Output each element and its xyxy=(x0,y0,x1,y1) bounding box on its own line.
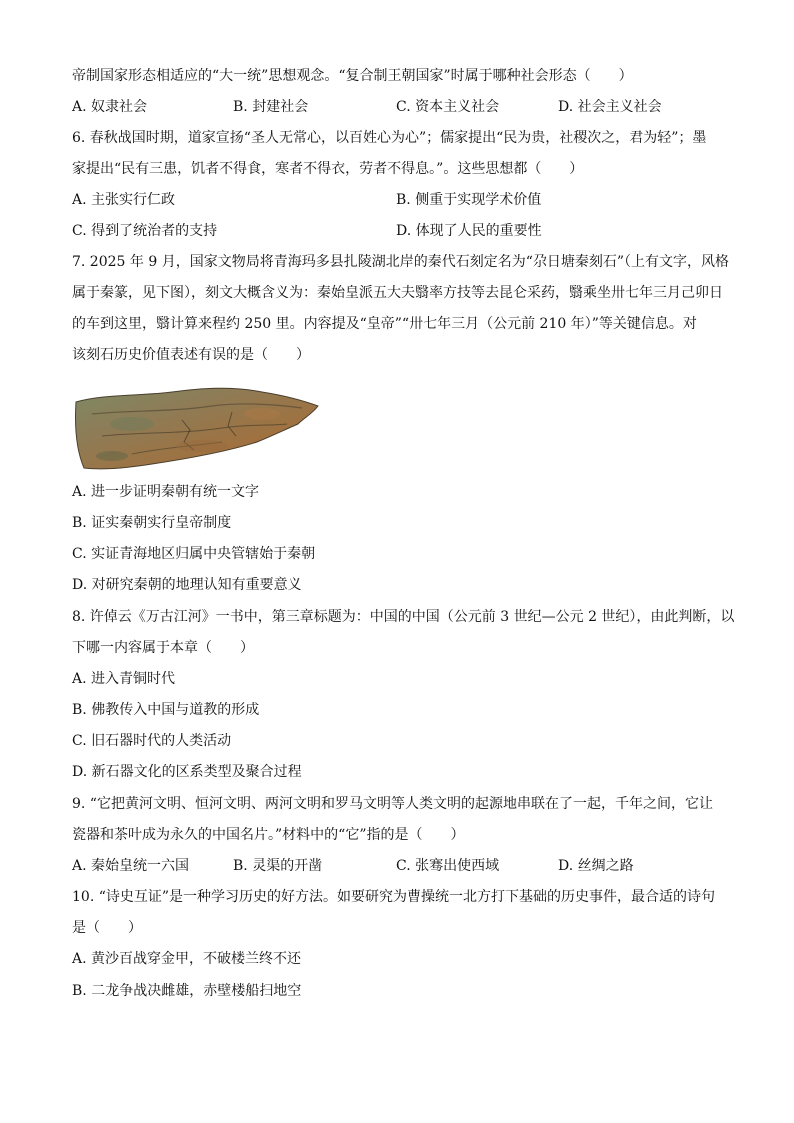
q8-option-c-row xyxy=(72,731,732,751)
q7-option-d: D. 对研究秦朝的地理认知有重要意义 xyxy=(72,577,302,593)
q7-option-c: C. 实证青海地区归属中央管辖始于秦朝 xyxy=(72,546,316,562)
q7-option-d-row xyxy=(72,575,732,595)
q8-stem-line-2: 下哪一内容属于本章（ ） xyxy=(72,640,254,656)
q10-option-b: B. 二龙争战决雌雄，赤壁楼船扫地空 xyxy=(72,983,302,999)
q7-option-a: A. 进一步证明秦朝有统一文字 xyxy=(72,484,260,500)
q6-options-row-1 xyxy=(72,190,732,210)
q9-option-b: B. 灵渠的开凿 xyxy=(233,858,323,874)
q10-option-b-row xyxy=(72,981,732,1001)
q5-options xyxy=(72,97,732,117)
q6-option-b: B. 侧重于实现学术价值 xyxy=(396,192,542,208)
q7-stem-line-1: 7. 2025 年 9 月，国家文物局将青海玛多县扎陵湖北岸的秦代石刻定名为“尕日塘秦刻石”（上有文字，风格 xyxy=(72,254,730,270)
q8-option-b-row xyxy=(72,700,732,720)
q6-stem-line-2: 家提出“民有三患，饥者不得食，寒者不得衣，劳者不得息。”。这些思想都（ ） xyxy=(72,161,584,177)
q5-option-d: D. 社会主义社会 xyxy=(558,99,662,115)
q10-option-a-row xyxy=(72,949,732,969)
q6-option-d: D. 体现了人民的重要性 xyxy=(396,223,542,239)
q9-option-c: C. 张骞出使西域 xyxy=(396,858,500,874)
q6-stem-line-1: 6. 春秋战国时期，道家宣扬“圣人无常心，以百姓心为心”；儒家提出“民为贵，社稷次之，君为轻”；墨 xyxy=(72,130,707,146)
q5-stem-tail: 帝制国家形态相适应的“大一统”思想观念。“复合制王朝国家”时属于哪种社会形态（ ） xyxy=(72,68,633,84)
q6-option-a: A. 主张实行仁政 xyxy=(72,192,176,208)
q7-stem-line-2: 属于秦篆，见下图），刻文大概含义为：秦始皇派五大夫翳率方技等去昆仑采药，翳乘坐卅七年三月己卯日 xyxy=(72,285,723,301)
q5-option-b: B. 封建社会 xyxy=(233,99,309,115)
q8-stem-line-1: 8. 许倬云《万古江河》一书中，第三章标题为：中国的中国（公元前 3 世纪—公元 2 世纪），由此判断，以 xyxy=(72,609,735,625)
q8-option-a-row xyxy=(72,669,732,689)
q7-stem-line-3: 的车到这里，翳计算来程约 250 里。内容提及“皇帝”“卅七年三月（公元前 210 年）”等关键信息。对 xyxy=(72,316,697,332)
q9-stem-line-1: 9. “它把黄河文明、恒河文明、两河文明和罗马文明等人类文明的起源地串联在了一起，千年之间，它让 xyxy=(72,796,713,812)
q5-option-a: A. 奴隶社会 xyxy=(72,99,148,115)
q9-options xyxy=(72,856,732,876)
q8-option-b: B. 佛教传入中国与道教的形成 xyxy=(72,702,260,718)
q10-option-a: A. 黄沙百战穿金甲，不破楼兰终不还 xyxy=(72,951,302,967)
q8-option-a: A. 进入青铜时代 xyxy=(72,671,176,687)
q8-option-c: C. 旧石器时代的人类活动 xyxy=(72,733,232,749)
q8-option-d-row xyxy=(72,762,732,782)
q5-option-c: C. 资本主义社会 xyxy=(396,99,500,115)
q7-stem-line-4: 该刻石历史价值表述有误的是（ ） xyxy=(72,347,310,363)
q7-option-b: B. 证实秦朝实行皇帝制度 xyxy=(72,515,232,531)
q10-stem-line-1: 10. “诗史互证”是一种学习历史的好方法。如要研究为曹操统一北方打下基础的历史事件，最合适的诗句 xyxy=(72,889,716,905)
q7-option-c-row xyxy=(72,544,732,564)
q6-option-c: C. 得到了统治者的支持 xyxy=(72,223,218,239)
q6-options-row-2 xyxy=(72,221,732,241)
q7-option-b-row xyxy=(72,513,732,533)
qin-stone-inscription-photo xyxy=(72,384,322,474)
q7-option-a-row xyxy=(72,482,732,502)
q9-option-a: A. 秦始皇统一六国 xyxy=(72,858,190,874)
q8-option-d: D. 新石器文化的区系类型及聚合过程 xyxy=(72,764,302,780)
q9-stem-line-2: 瓷器和茶叶成为永久的中国名片。”材料中的“它”指的是（ ） xyxy=(72,827,465,843)
q9-option-d: D. 丝绸之路 xyxy=(558,858,634,874)
q10-stem-line-2: 是（ ） xyxy=(72,920,142,936)
